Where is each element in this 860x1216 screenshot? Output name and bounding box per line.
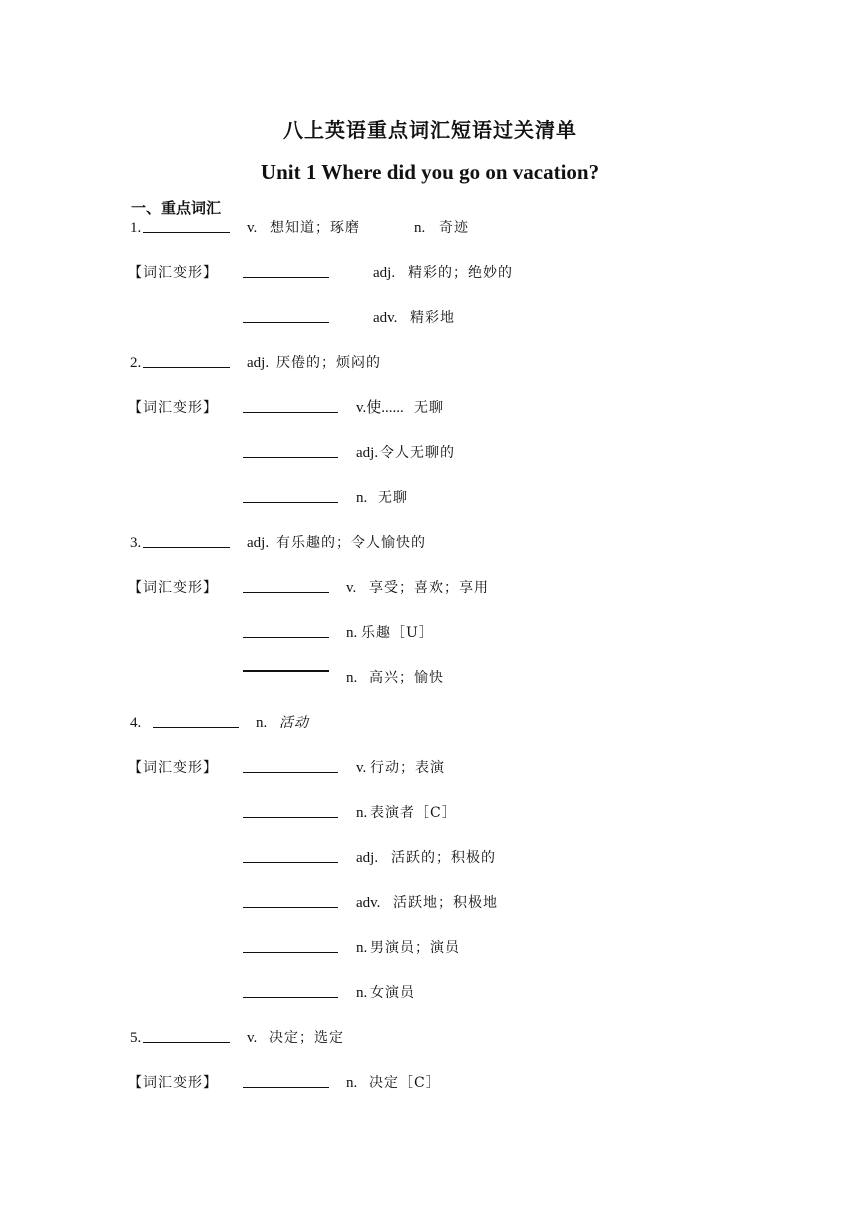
form-tag: 【词汇变形】 [128, 580, 218, 596]
answer-blank[interactable] [243, 576, 329, 601]
meaning: 决定［C］ [369, 1075, 441, 1091]
vocab-item-1 [0, 216, 860, 240]
answer-blank[interactable] [143, 1026, 230, 1051]
answer-blank[interactable] [243, 306, 329, 331]
part-of-speech: n. [356, 985, 368, 1001]
form-tag: 【词汇变形】 [128, 760, 218, 776]
part-of-speech: adj. [356, 850, 379, 866]
answer-blank[interactable] [243, 936, 338, 961]
meaning: 行动；表演 [370, 760, 445, 776]
page-title: 八上英语重点词汇短语过关清单 [283, 118, 577, 142]
form-row [0, 891, 860, 915]
meaning: 高兴；愉快 [369, 670, 444, 686]
part-of-speech: v. [247, 220, 258, 236]
answer-blank[interactable] [243, 666, 329, 690]
part-of-speech: adj. [373, 265, 396, 281]
unit-title: Unit 1 Where did you go on vacation? [260, 160, 600, 184]
answer-blank[interactable] [143, 216, 230, 241]
form-row [0, 846, 860, 870]
part-of-speech: v. [247, 1030, 258, 1046]
meaning: 决定；选定 [269, 1030, 344, 1046]
answer-blank[interactable] [243, 801, 338, 826]
answer-blank[interactable] [243, 396, 338, 421]
form-row [0, 486, 860, 510]
meaning: 男演员；演员 [370, 940, 460, 956]
answer-blank[interactable] [243, 891, 338, 916]
meaning: 无聊 [378, 490, 408, 506]
part-of-speech: adv. [356, 895, 381, 911]
meaning: 表演者［C］ [370, 805, 457, 821]
answer-blank[interactable] [243, 441, 338, 466]
answer-blank[interactable] [243, 846, 338, 871]
answer-blank[interactable] [243, 261, 329, 286]
item-number: 2. [130, 355, 142, 371]
vocab-item-4 [0, 711, 860, 735]
meaning: 精彩的；绝妙的 [408, 265, 513, 281]
meaning: 令人无聊的 [380, 445, 455, 461]
section-heading: 一、重点词汇 [131, 199, 222, 217]
answer-blank[interactable] [243, 981, 338, 1006]
part-of-speech: n. [356, 805, 368, 821]
answer-blank[interactable] [143, 351, 230, 376]
answer-blank[interactable] [243, 621, 329, 646]
form-row [0, 621, 860, 645]
answer-blank[interactable] [143, 531, 230, 556]
part-of-speech: v.使...... [356, 400, 404, 416]
part-of-speech-2: n. [414, 220, 426, 236]
item-number: 5. [130, 1030, 142, 1046]
form-tag: 【词汇变形】 [128, 400, 218, 416]
answer-blank[interactable] [243, 1071, 329, 1096]
part-of-speech: n. [346, 670, 358, 686]
form-row [0, 396, 860, 420]
part-of-speech: v. [346, 580, 357, 596]
form-row [0, 666, 860, 690]
form-row [0, 936, 860, 960]
answer-blank[interactable] [243, 756, 338, 781]
meaning: 无聊 [414, 400, 444, 416]
meaning: 精彩地 [410, 310, 455, 326]
part-of-speech: adv. [373, 310, 398, 326]
form-row [0, 261, 860, 285]
part-of-speech: v. [356, 760, 367, 776]
item-number: 4. [130, 715, 142, 731]
form-row [0, 441, 860, 465]
form-row [0, 306, 860, 330]
vocab-item-2 [0, 351, 860, 375]
part-of-speech: n. [356, 940, 368, 956]
form-row [0, 576, 860, 600]
part-of-speech: n. [256, 715, 268, 731]
part-of-speech: n. [356, 490, 368, 506]
item-number: 3. [130, 535, 142, 551]
meaning: 乐趣［U］ [361, 625, 434, 641]
part-of-speech: adj. [247, 355, 270, 371]
answer-blank[interactable] [243, 486, 338, 511]
answer-blank[interactable] [153, 711, 239, 736]
form-tag: 【词汇变形】 [128, 1075, 218, 1091]
form-tag: 【词汇变形】 [128, 265, 218, 281]
form-row [0, 1071, 860, 1095]
part-of-speech: n. [346, 625, 358, 641]
meaning: 想知道；琢磨 [270, 220, 360, 236]
form-row [0, 756, 860, 780]
form-row [0, 801, 860, 825]
vocab-item-3 [0, 531, 860, 555]
meaning: 厌倦的；烦闷的 [276, 355, 381, 371]
meaning-2: 奇迹 [439, 220, 469, 236]
meaning: 活跃地；积极地 [393, 895, 498, 911]
part-of-speech: n. [346, 1075, 358, 1091]
meaning: 活跃的；积极的 [391, 850, 496, 866]
item-number: 1. [130, 220, 142, 236]
meaning: 活动 [279, 715, 309, 731]
meaning: 女演员 [370, 985, 415, 1001]
meaning: 享受；喜欢；享用 [369, 580, 489, 596]
meaning: 有乐趣的；令人愉快的 [276, 535, 426, 551]
part-of-speech: adj. [247, 535, 270, 551]
part-of-speech: adj. [356, 445, 379, 461]
form-row [0, 981, 860, 1005]
vocab-item-5 [0, 1026, 860, 1050]
